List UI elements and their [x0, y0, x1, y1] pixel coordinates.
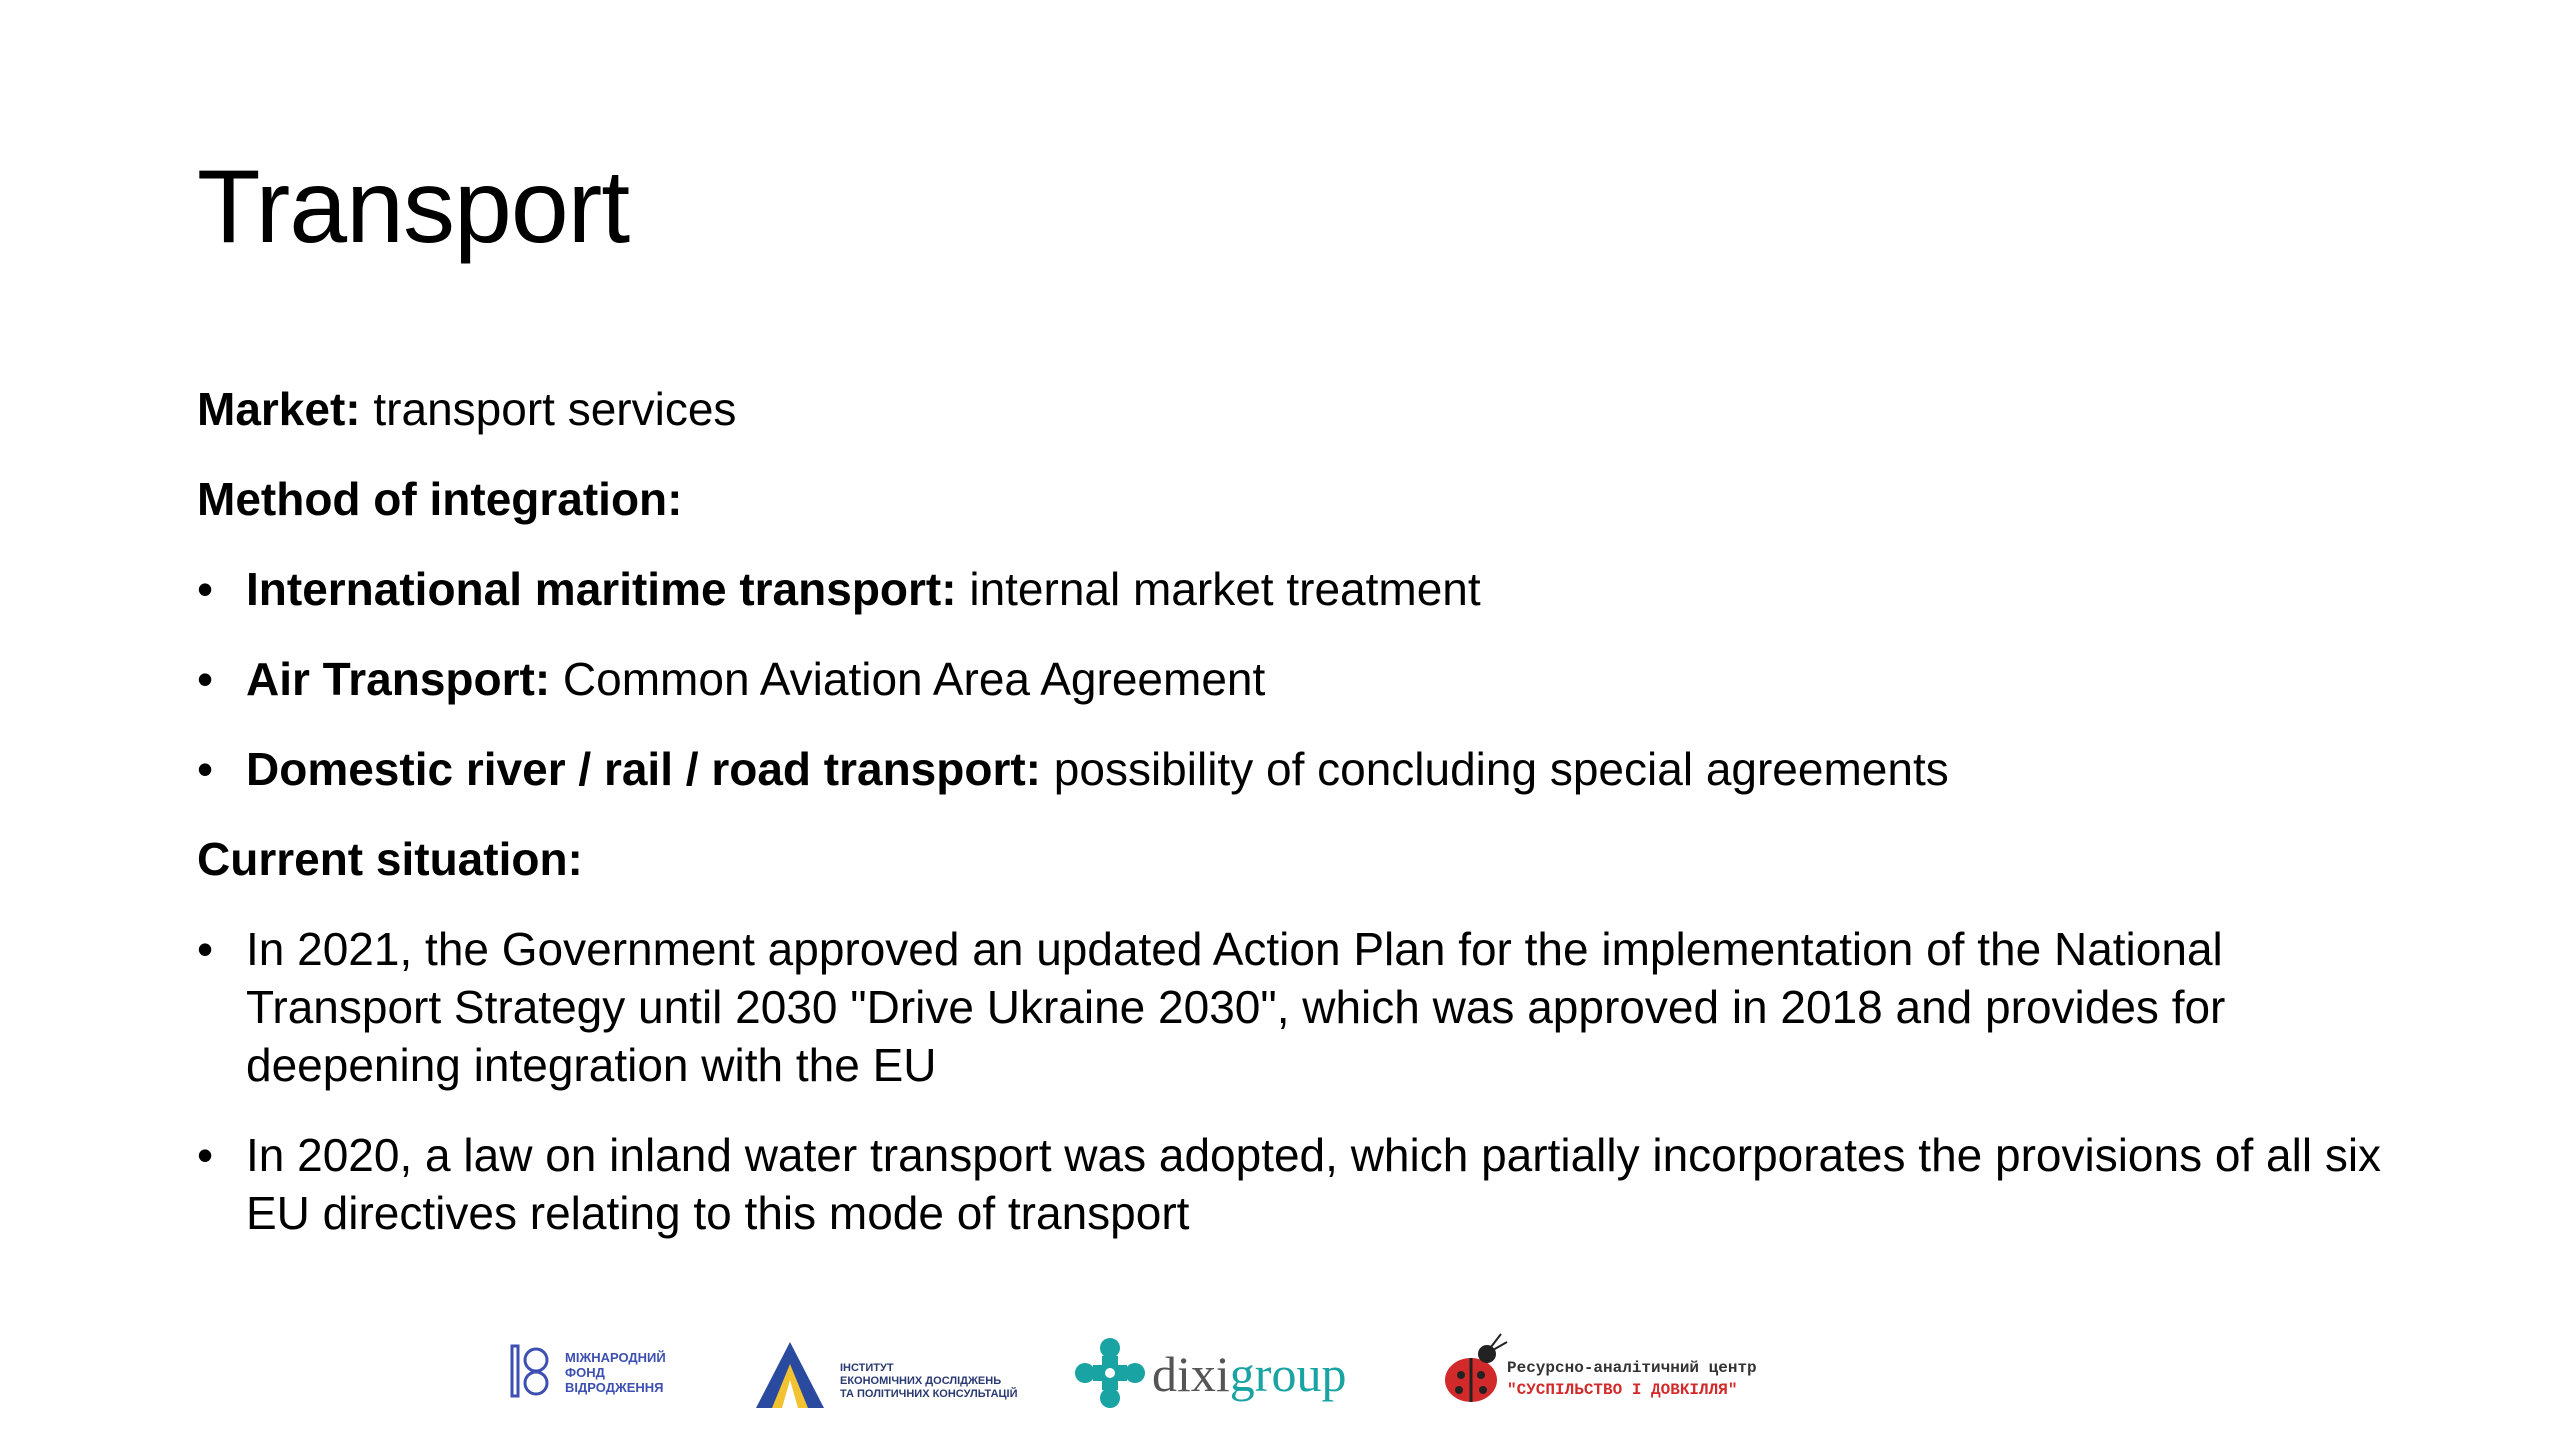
method-item-label: Domestic river / rail / road transport: — [246, 743, 1042, 795]
slide-body — [197, 380, 2397, 1274]
method-item — [197, 560, 2397, 618]
bullet-icon: • — [197, 653, 214, 705]
bullet-icon: • — [197, 1129, 214, 1181]
rac-logo — [1435, 1320, 1835, 1420]
dixigroup-logo — [1070, 1320, 1420, 1420]
dixigroup-wordmark: dixigroup — [1152, 1346, 1347, 1402]
method-item — [197, 740, 2397, 798]
method-item-value: internal market treatment — [956, 563, 1481, 615]
slide-title: Transport — [197, 149, 630, 265]
method-item-value: Common Aviation Area Agreement — [550, 653, 1266, 705]
method-item-label: International maritime transport: — [246, 563, 957, 615]
market-line — [197, 380, 2397, 438]
current-item — [197, 920, 2397, 1094]
ier-logo — [750, 1320, 1050, 1420]
method-item-label: Air Transport: — [246, 653, 551, 705]
dixigroup-cross-icon — [1070, 1320, 1150, 1420]
bullet-icon: • — [197, 923, 214, 975]
irf-logo-text: МІЖНАРОДНИЙ ФОНД ВІДРОДЖЕННЯ — [565, 1350, 666, 1395]
method-heading-text: Method of integration: — [197, 473, 683, 525]
bullet-icon: • — [197, 563, 214, 615]
ier-logo-text: ІНСТИТУТ ЕКОНОМІЧНИХ ДОСЛІДЖЕНЬ ТА ПОЛІТИЧНИХ КОНСУЛЬТАЦІЙ — [840, 1362, 1018, 1400]
current-item — [197, 1126, 2397, 1242]
bullet-icon: • — [197, 743, 214, 795]
ier-triangle-icon — [750, 1320, 840, 1420]
rac-logo-text: Ресурсно-аналітичний центр "СУСПІЛЬСТВО І ДОВКІЛЛЯ" — [1507, 1359, 1757, 1399]
irf-logo — [500, 1320, 720, 1420]
current-item-text: In 2020, a law on inland water transport was adopted, which partially incorporates the provisions of all six EU directives relating to this mode of transport — [246, 1129, 2382, 1239]
current-heading-text: Current situation: — [197, 833, 583, 885]
market-label: Market: — [197, 383, 361, 435]
partner-logos — [500, 1320, 1860, 1430]
current-heading — [197, 830, 2397, 888]
market-value: transport services — [360, 383, 737, 435]
ladybug-icon — [1435, 1320, 1515, 1420]
method-heading — [197, 470, 2397, 528]
method-item — [197, 650, 2397, 708]
method-item-value: possibility of concluding special agreements — [1041, 743, 1949, 795]
current-item-text: In 2021, the Government approved an updated Action Plan for the implementation of the National Transport Strategy until 2030 "Drive Ukraine 2030", which was approved in 2018 and provides for deepening integration with the EU — [246, 923, 2226, 1091]
